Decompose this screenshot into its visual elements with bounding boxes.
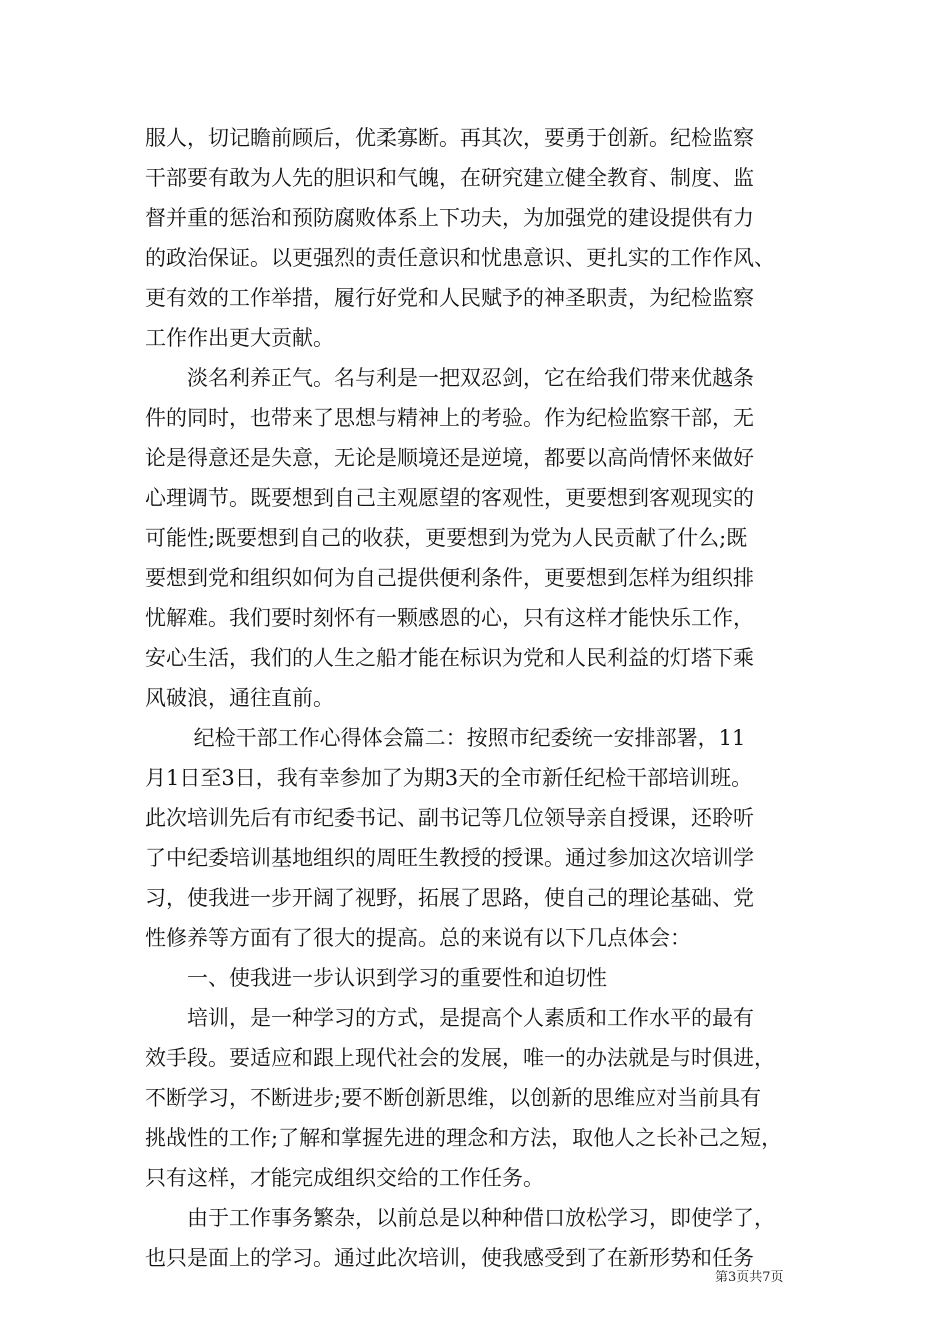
text-line: 服人，切记瞻前顾后，优柔寡断。再其次，要勇于创新。纪检监察 [145, 126, 754, 150]
text-line: 习，使我进一步开阔了视野，拓展了思路，使自己的理论基础、党 [145, 886, 754, 910]
page-number: 第3页共7页 [715, 1270, 784, 1285]
text-line: 安心生活，我们的人生之船才能在标识为党和人民利益的灯塔下乘 [145, 646, 754, 670]
text-line: 一、使我进一步认识到学习的重要性和迫切性 [145, 966, 607, 990]
text-line: 干部要有敢为人先的胆识和气魄，在研究建立健全教育、制度、监 [145, 166, 754, 190]
text-line: 不断学习，不断进步;要不断创新思维，以创新的思维应对当前具有 [145, 1086, 762, 1110]
text-line: 由于工作事务繁杂，以前总是以种种借口放松学习，即使学了， [145, 1206, 775, 1230]
text-line: 要想到党和组织如何为自己提供便利条件，更要想到怎样为组织排 [145, 566, 754, 590]
body-text [145, 118, 815, 1278]
text-line: 可能性;既要想到自己的收获，更要想到为党为人民贡献了什么;既 [145, 526, 748, 550]
text-line: 只有这样，才能完成组织交给的工作任务。 [145, 1166, 544, 1190]
text-line: 也只是面上的学习。通过此次培训，使我感受到了在新形势和任务 [145, 1246, 754, 1270]
text-line: 忧解难。我们要时刻怀有一颗感恩的心，只有这样才能快乐工作， [145, 606, 754, 630]
text-line: 风破浪，通往直前。 [145, 686, 334, 710]
text-line: 的政治保证。以更强烈的责任意识和忧患意识、更扎实的工作作风、 [145, 246, 775, 270]
text-line: 月1日至3日，我有幸参加了为期3天的全市新任纪检干部培训班。 [145, 766, 753, 790]
text-line: 了中纪委培训基地组织的周旺生教授的授课。通过参加这次培训学 [145, 846, 754, 870]
text-line: 纪检干部工作心得体会篇二：按照市纪委统一安排部署，11 [145, 726, 746, 750]
text-line: 督并重的惩治和预防腐败体系上下功夫，为加强党的建设提供有力 [145, 206, 754, 230]
text-line: 效手段。要适应和跟上现代社会的发展，唯一的办法就是与时俱进， [145, 1046, 775, 1070]
text-line: 此次培训先后有市纪委书记、副书记等几位领导亲自授课，还聆听 [145, 806, 754, 830]
text-line: 件的同时，也带来了思想与精神上的考验。作为纪检监察干部，无 [145, 406, 754, 430]
text-line: 培训，是一种学习的方式，是提高个人素质和工作水平的最有 [145, 1006, 754, 1030]
text-line: 挑战性的工作;了解和掌握先进的理念和方法，取他人之长补己之短， [145, 1126, 783, 1150]
text-line: 性修养等方面有了很大的提高。总的来说有以下几点体会： [145, 926, 691, 950]
text-line: 心理调节。既要想到自己主观愿望的客观性，更要想到客观现实的 [145, 486, 754, 510]
text-line: 工作作出更大贡献。 [145, 326, 334, 350]
text-line: 更有效的工作举措，履行好党和人民赋予的神圣职责，为纪检监察 [145, 286, 754, 310]
text-line: 论是得意还是失意，无论是顺境还是逆境，都要以高尚情怀来做好 [145, 446, 754, 470]
text-line: 淡名利养正气。名与利是一把双忍剑，它在给我们带来优越条 [145, 366, 754, 390]
